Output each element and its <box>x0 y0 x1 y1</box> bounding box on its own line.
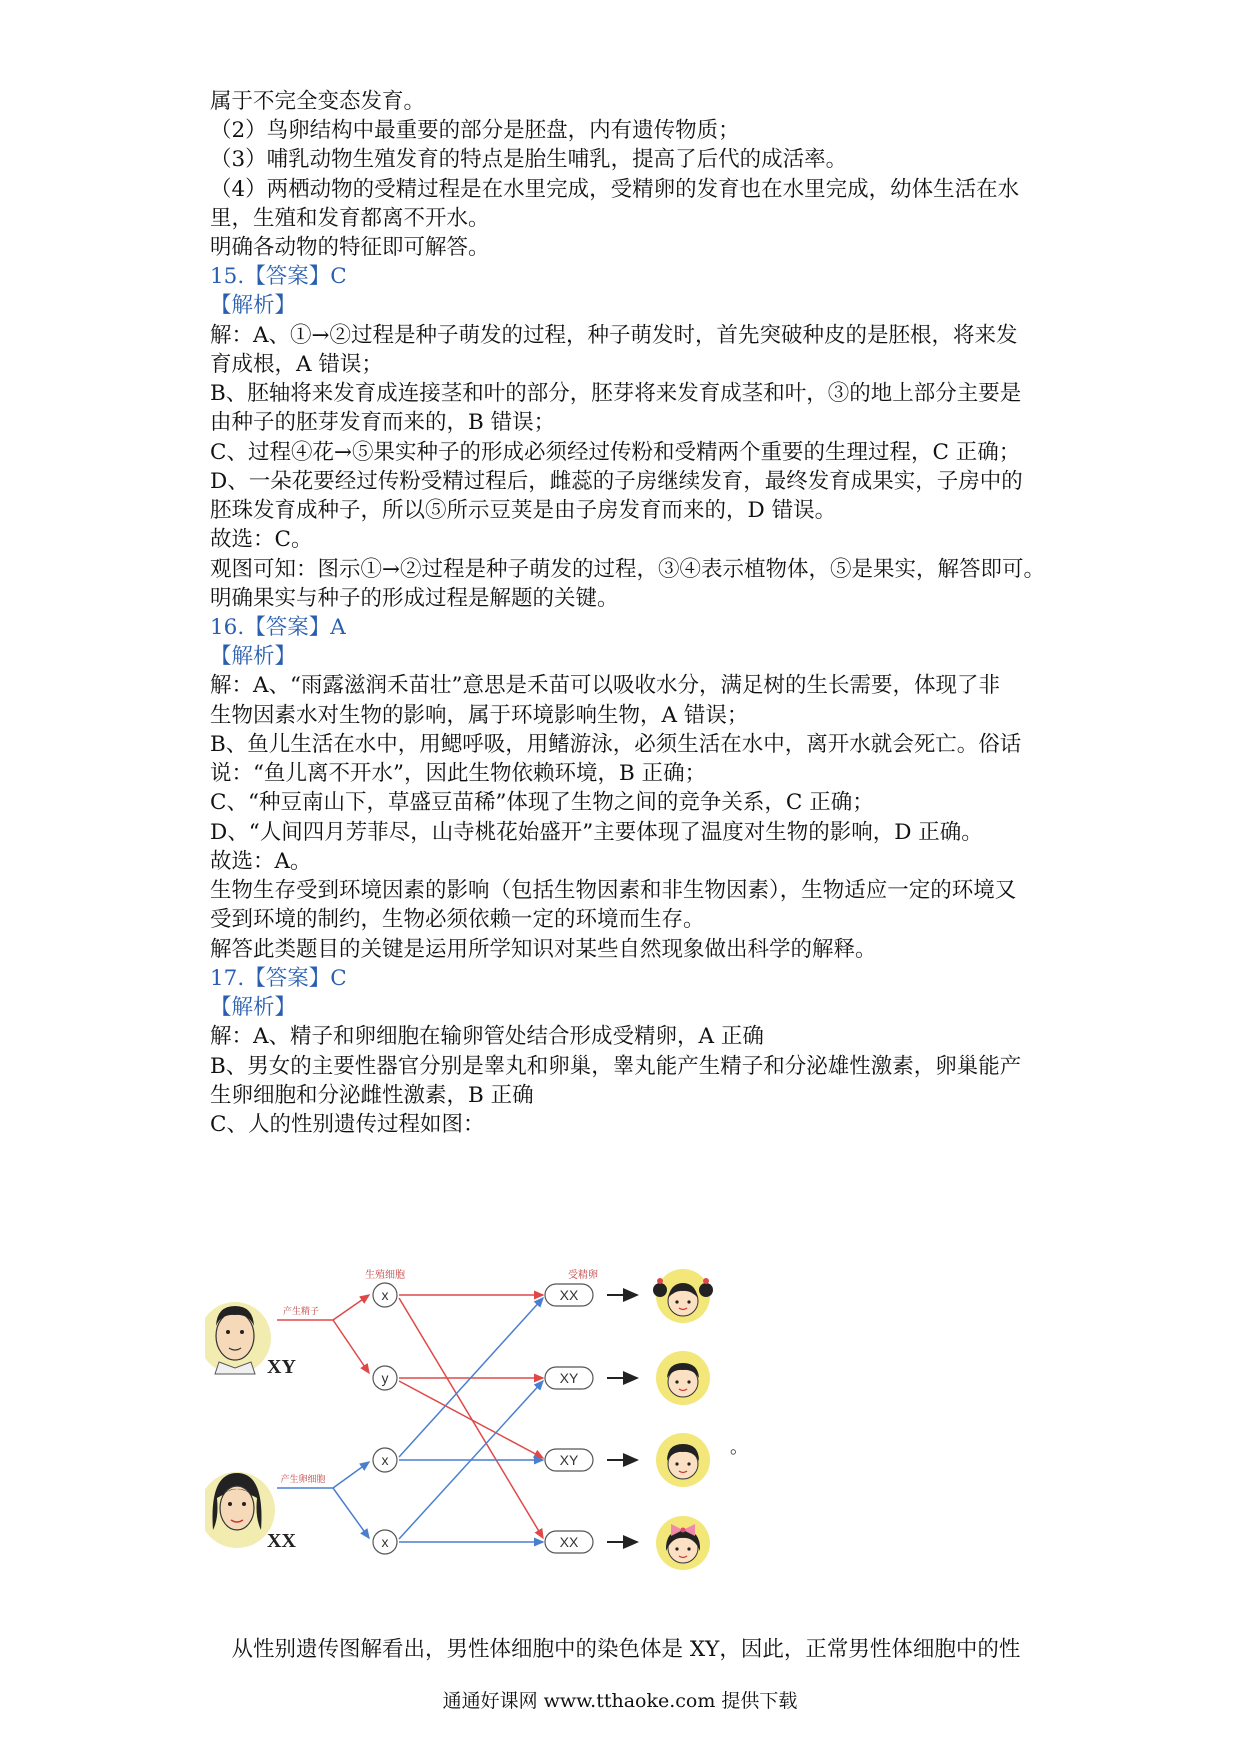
svg-text:XX: XX <box>559 1287 579 1303</box>
text-line: D、一朵花要经过传粉受精过程后，雌蕊的子房继续发育，最终发育成果实，子房中的 <box>210 469 1023 494</box>
text-line: 受到环境的制约，生物必须依赖一定的环境而生存。 <box>210 907 705 932</box>
trailing-period: 。 <box>730 1437 748 1458</box>
text-line: 胚珠发育成种子，所以⑤所示豆荚是由子房发育而来的，D 错误。 <box>210 498 837 523</box>
zygote-oval <box>545 1367 593 1389</box>
text-line: 由种子的胚芽发育而来的，B 错误； <box>210 410 556 435</box>
boy-face-icon <box>656 1433 710 1487</box>
text-line: 解：A、①→②过程是种子萌发的过程，种子萌发时，首先突破种皮的是胚根，将来发 <box>210 323 1018 348</box>
text-line: 明确果实与种子的形成过程是解题的关键。 <box>210 586 619 611</box>
sex-inheritance-diagram <box>205 1268 740 1626</box>
svg-text:x: x <box>381 1534 389 1550</box>
text-line: 解：A、精子和卵细胞在输卵管处结合形成受精卵，A 正确 <box>210 1024 764 1049</box>
mother-genotype: XX <box>267 1530 296 1552</box>
page-footer: 通通好课网 www.tthaoke.com 提供下载 <box>442 1690 798 1712</box>
analysis-heading: 【解析】 <box>210 644 297 669</box>
mother-face-icon <box>205 1472 275 1548</box>
zygote-oval <box>545 1449 593 1471</box>
germ-cell-header: 生殖细胞 <box>365 1270 405 1281</box>
text-line: 故选：A。 <box>210 849 312 874</box>
zygote-header: 受精卵 <box>568 1270 598 1281</box>
text-line: 从性别遗传图解看出，男性体细胞中的染色体是 XY，因此，正常男性体细胞中的性 <box>210 1637 1021 1662</box>
gamete-circle <box>373 1530 397 1554</box>
girl-face-icon <box>653 1269 713 1323</box>
mother-arrow-label: 产生卵细胞 <box>280 1474 326 1484</box>
answer-heading-17: 17.【答案】C <box>210 966 347 991</box>
text-line: C、过程④花→⑤果实种子的形成必须经过传粉和受精两个重要的生理过程，C 正确； <box>210 440 1021 465</box>
text-line: 属于不完全变态发育。 <box>210 89 426 114</box>
text-line: 生卵细胞和分泌雌性激素，B 正确 <box>210 1083 534 1108</box>
svg-text:XY: XY <box>559 1370 579 1386</box>
father-genotype: XY <box>267 1356 296 1378</box>
svg-text:x: x <box>381 1287 389 1303</box>
zygote-oval <box>545 1284 593 1306</box>
text-line: 里，生殖和发育都离不开水。 <box>210 206 490 231</box>
gamete-circle <box>373 1366 397 1390</box>
analysis-heading: 【解析】 <box>210 995 297 1020</box>
text-line: C、人的性别遗传过程如图： <box>210 1112 485 1137</box>
svg-text:y: y <box>381 1370 389 1386</box>
text-line: 解答此类题目的关键是运用所学知识对某些自然现象做出科学的解释。 <box>210 937 877 962</box>
text-line: B、鱼儿生活在水中，用鳃呼吸，用鳍游泳，必须生活在水中，离开水就会死亡。俗话 <box>210 732 1022 757</box>
text-line: 解：A、“雨露滋润禾苗壮”意思是禾苗可以吸收水分，满足树的生长需要，体现了非 <box>210 673 1001 698</box>
text-line: 说：“鱼儿离不开水”，因此生物依赖环境，B 正确； <box>210 761 707 786</box>
text-line: 育成根，A 错误； <box>210 352 383 377</box>
boy-face-icon <box>656 1351 710 1405</box>
text-line: （3）哺乳动物生殖发育的特点是胎生哺乳，提高了后代的成活率。 <box>210 147 848 172</box>
answer-heading-16: 16.【答案】A <box>210 615 346 640</box>
gamete-circle <box>373 1283 397 1307</box>
text-line: 生物因素水对生物的影响，属于环境影响生物，A 错误； <box>210 703 749 728</box>
text-line: 生物生存受到环境因素的影响（包括生物因素和非生物因素），生物适应一定的环境又 <box>210 878 1017 903</box>
svg-text:XX: XX <box>559 1534 579 1550</box>
answer-heading-15: 15.【答案】C <box>210 264 347 289</box>
text-line: 故选：C。 <box>210 527 313 552</box>
father-arrow-label: 产生精子 <box>282 1306 320 1316</box>
father-face-icon <box>205 1302 271 1374</box>
text-line: 观图可知：图示①→②过程是种子萌发的过程，③④表示植物体，⑤是果实，解答即可。 <box>210 557 1046 582</box>
analysis-heading: 【解析】 <box>210 293 297 318</box>
svg-text:x: x <box>381 1452 389 1468</box>
girl-face-icon <box>656 1516 710 1570</box>
text-line: B、胚轴将来发育成连接茎和叶的部分，胚芽将来发育成茎和叶，③的地上部分主要是 <box>210 381 1022 406</box>
text-line: B、男女的主要性器官分别是睾丸和卵巢，睾丸能产生精子和分泌雄性激素，卵巢能产 <box>210 1054 1022 1079</box>
zygote-oval <box>545 1531 593 1553</box>
text-line: 明确各动物的特征即可解答。 <box>210 235 490 260</box>
text-line: D、“人间四月芳菲尽，山寺桃花始盛开”主要体现了温度对生物的影响，D 正确。 <box>210 820 983 845</box>
text-line: （2）鸟卵结构中最重要的部分是胚盘，内有遗传物质； <box>210 118 740 143</box>
svg-text:XY: XY <box>559 1452 579 1468</box>
text-line: （4）两栖动物的受精过程是在水里完成，受精卵的发育也在水里完成，幼体生活在水 <box>210 177 1020 202</box>
text-line: C、“种豆南山下，草盛豆苗稀”体现了生物之间的竞争关系，C 正确； <box>210 790 874 815</box>
gamete-circle <box>373 1448 397 1472</box>
